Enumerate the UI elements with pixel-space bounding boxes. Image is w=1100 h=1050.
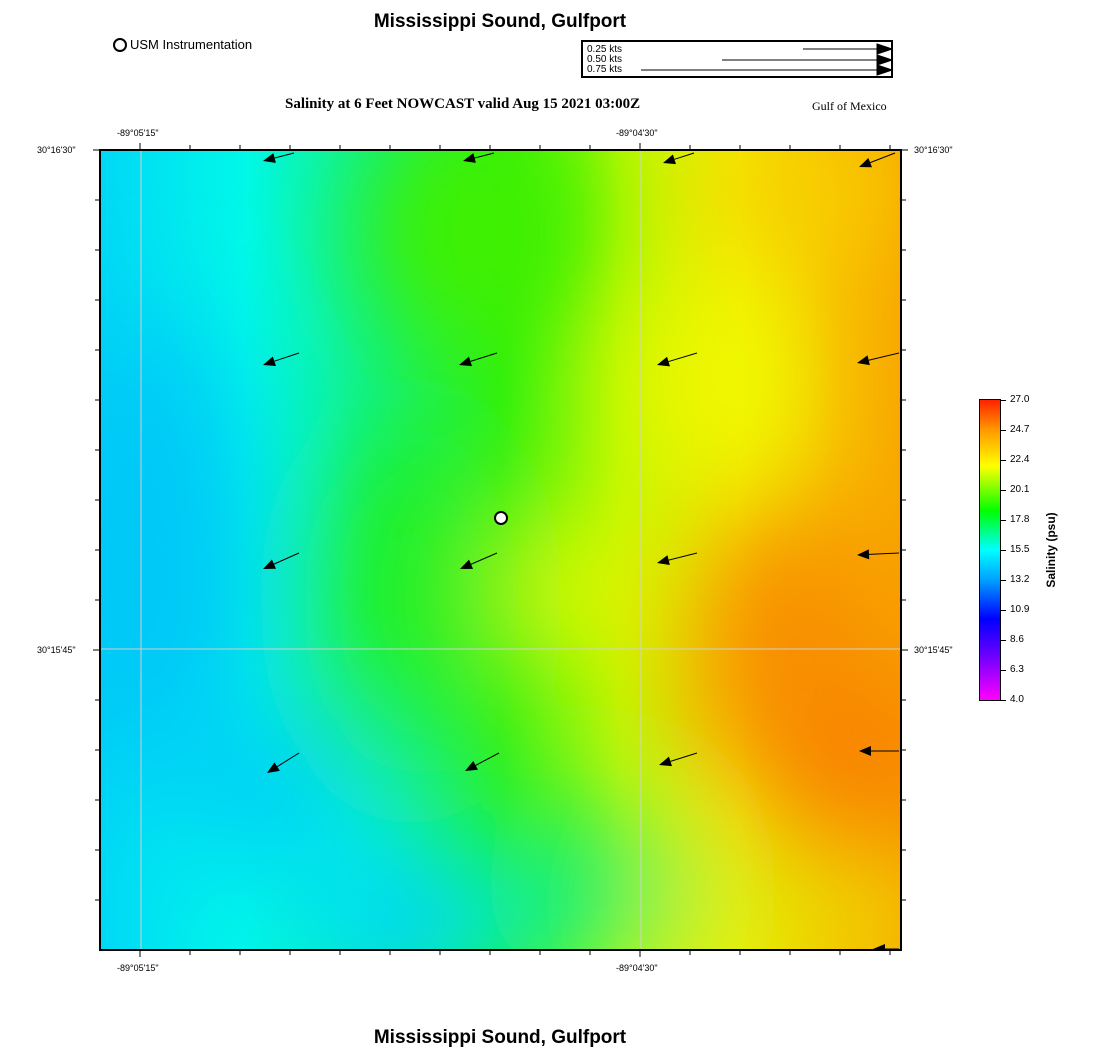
lat-tick-right-2: 30°15'45"	[914, 645, 953, 655]
station-marker-icon	[113, 38, 127, 52]
lat-tick-right-1: 30°16'30"	[914, 145, 953, 155]
salinity-map[interactable]	[99, 149, 902, 951]
colorbar-tick-label: 6.3	[1010, 664, 1024, 675]
colorbar-tick-label: 22.4	[1010, 454, 1030, 465]
lon-tick-top-2: -89°04'30"	[616, 128, 658, 138]
scale-label-075: 0.75 kts	[587, 64, 623, 75]
colorbar-tick	[1001, 700, 1006, 701]
colorbar-tick	[1001, 460, 1006, 461]
colorbar-tick	[1001, 670, 1006, 671]
colorbar-tick-label: 13.2	[1010, 574, 1030, 585]
usm-legend-label: USM Instrumentation	[130, 37, 253, 52]
salinity-colorbar	[979, 399, 1001, 701]
scale-arrows	[581, 40, 893, 78]
colorbar-tick	[1001, 610, 1006, 611]
lon-tick-bottom-1: -89°05'15"	[117, 963, 159, 973]
colorbar-tick-label: 24.7	[1010, 424, 1030, 435]
map-title: Mississippi Sound, Gulfport	[373, 11, 627, 32]
lon-tick-top-1: -89°05'15"	[117, 128, 159, 138]
plot-title: Salinity at 6 Feet NOWCAST valid Aug 15 2021 03:00Z	[285, 96, 641, 112]
colorbar-tick-label: 17.8	[1010, 514, 1030, 525]
footer-title: Mississippi Sound, Gulfport	[373, 1027, 627, 1048]
colorbar-tick-label: 4.0	[1010, 694, 1024, 705]
scale-label-050: 0.50 kts	[587, 54, 623, 65]
colorbar-tick	[1001, 580, 1006, 581]
colorbar-title: Salinity (psu)	[1044, 512, 1058, 588]
colorbar-tick-label: 8.6	[1010, 634, 1024, 645]
colorbar-tick	[1001, 640, 1006, 641]
lon-tick-bottom-2: -89°04'30"	[616, 963, 658, 973]
usm-legend	[113, 37, 252, 52]
colorbar-tick	[1001, 400, 1006, 401]
colorbar-tick	[1001, 520, 1006, 521]
region-label: Gulf of Mexico	[812, 99, 887, 113]
lat-tick-left-2: 30°15'45"	[37, 645, 76, 655]
colorbar-tick-label: 20.1	[1010, 484, 1030, 495]
colorbar-tick	[1001, 430, 1006, 431]
scale-label-025: 0.25 kts	[587, 44, 623, 55]
colorbar-tick-label: 27.0	[1010, 394, 1030, 405]
salinity-field	[101, 151, 900, 949]
lat-tick-left-1: 30°16'30"	[37, 145, 76, 155]
vector-scale-legend	[581, 40, 893, 78]
usm-station-marker[interactable]	[494, 511, 508, 525]
colorbar-tick	[1001, 550, 1006, 551]
colorbar-tick-label: 10.9	[1010, 604, 1030, 615]
colorbar-tick-label: 15.5	[1010, 544, 1030, 555]
colorbar-tick	[1001, 490, 1006, 491]
